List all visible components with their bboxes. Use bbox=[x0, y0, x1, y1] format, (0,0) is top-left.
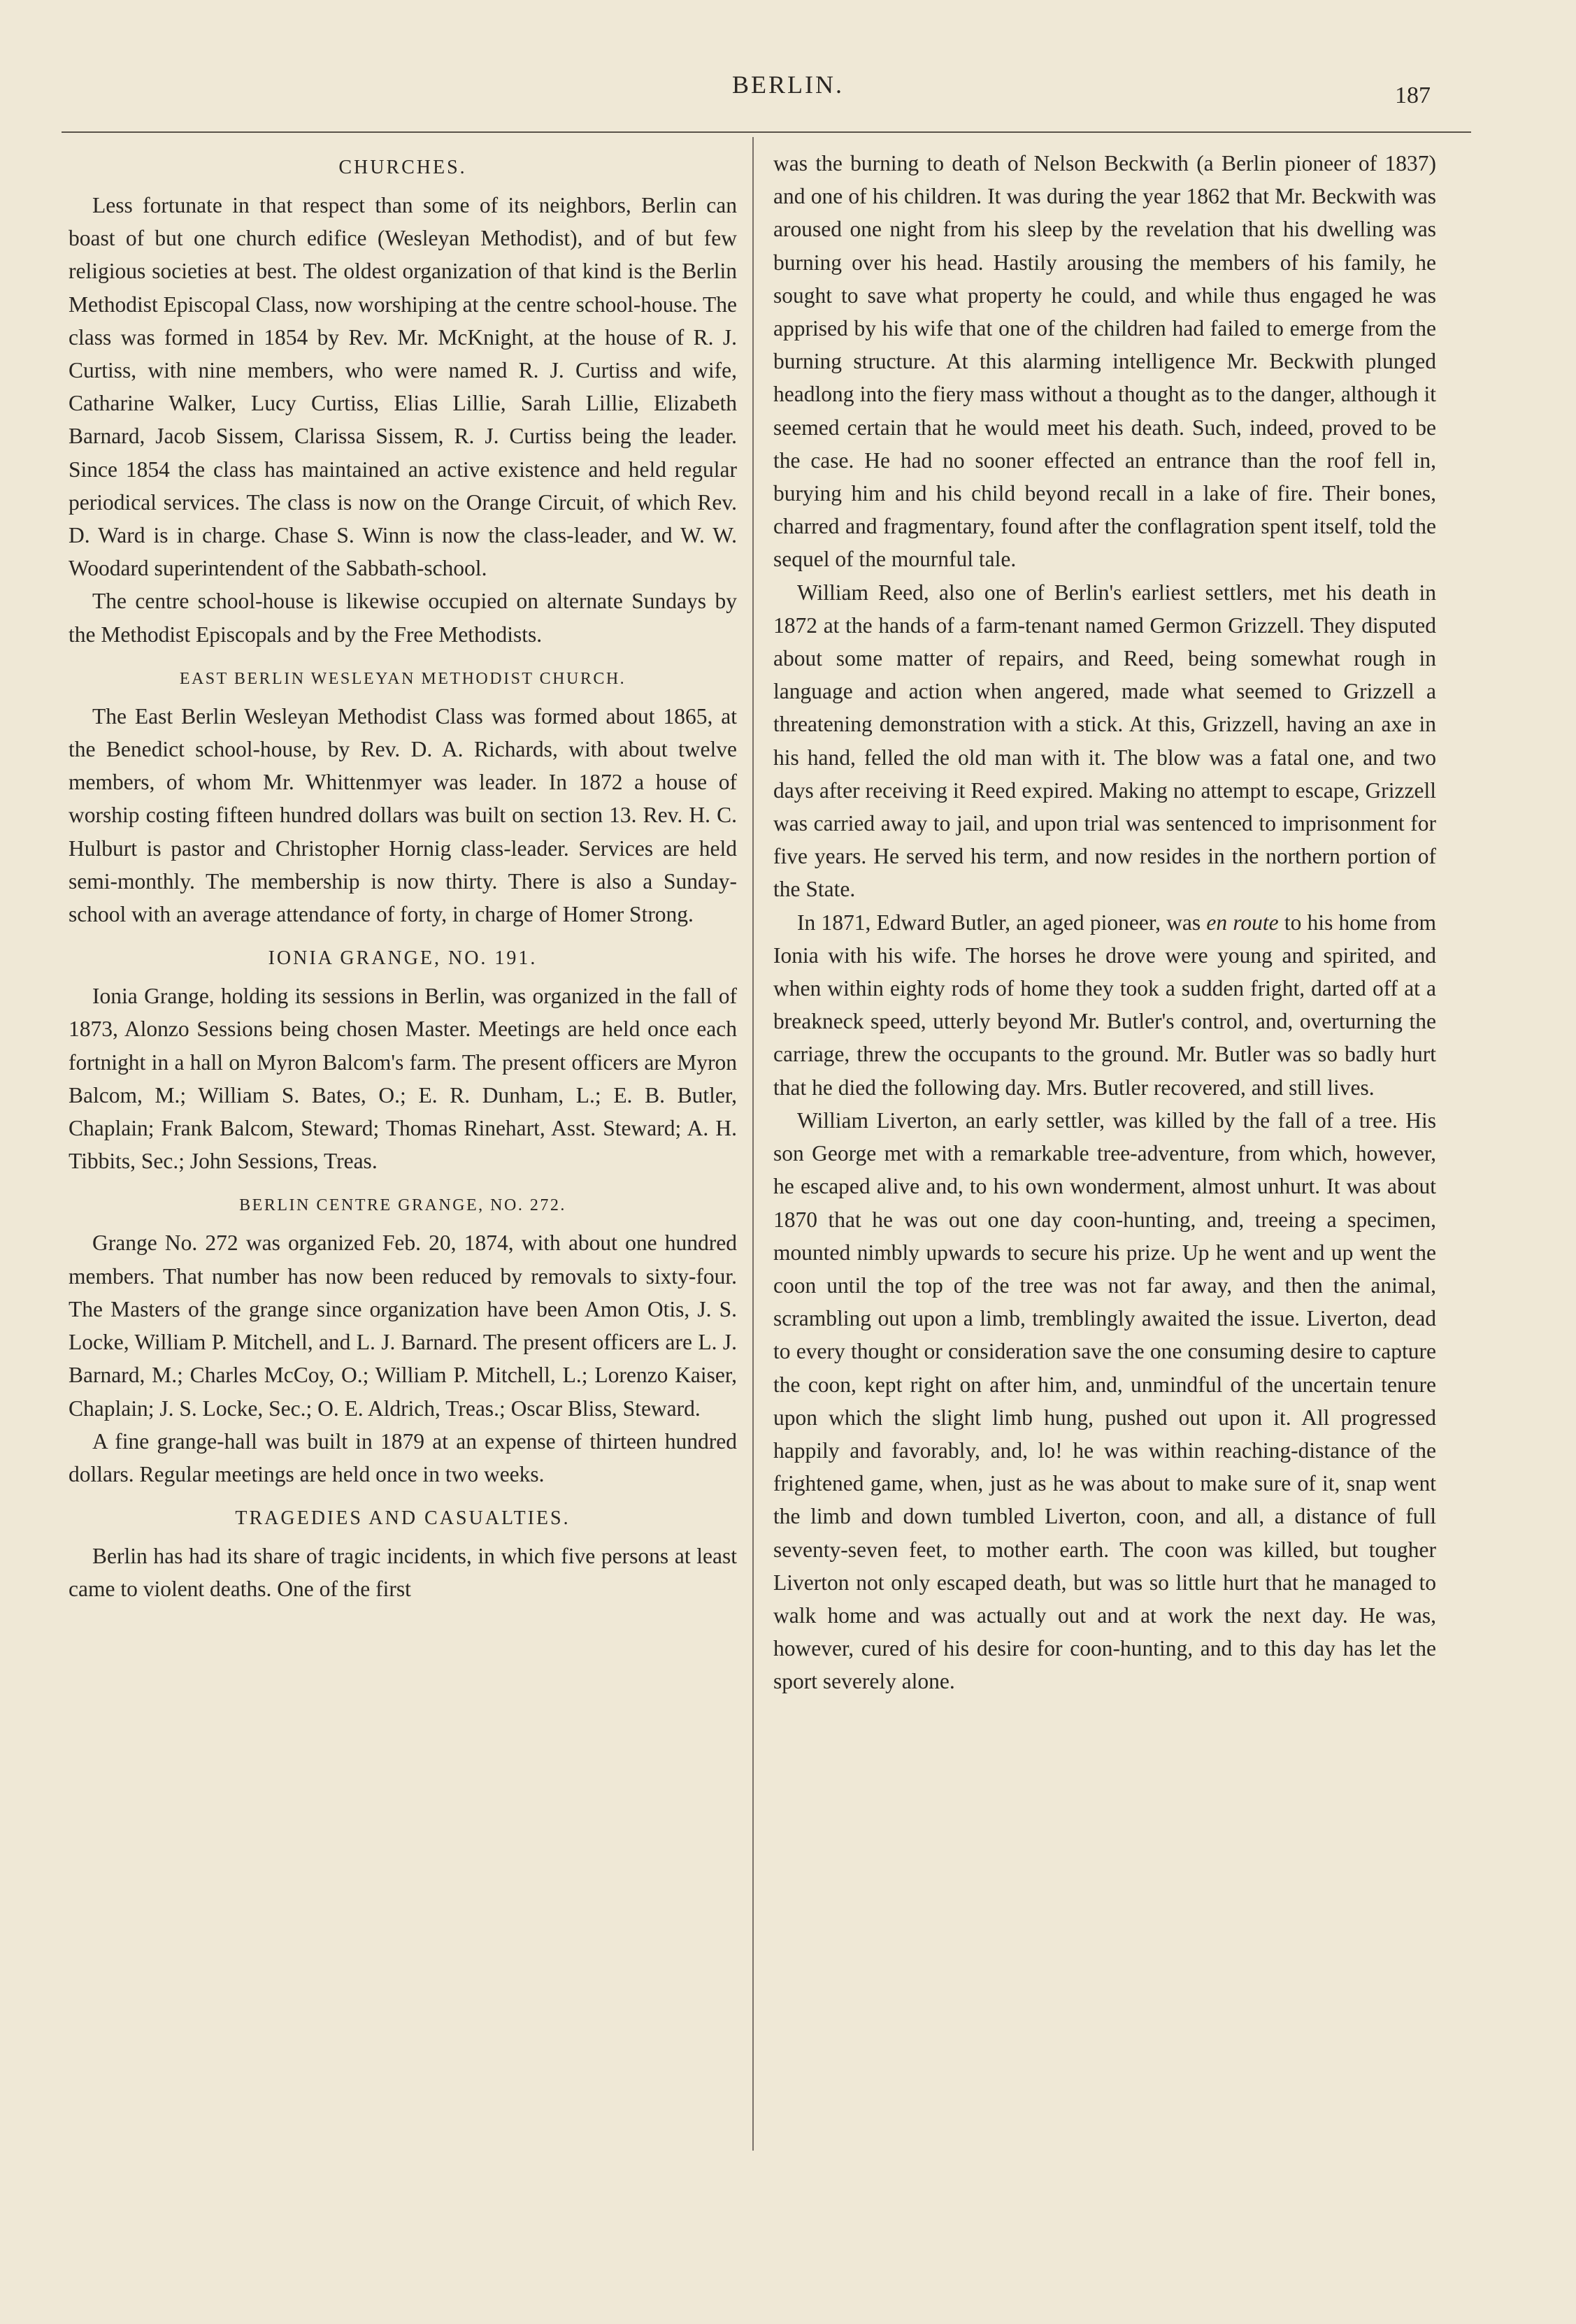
left-column bbox=[69, 147, 737, 1606]
header-rule bbox=[62, 131, 1471, 133]
section-heading-east-berlin: EAST BERLIN WESLEYAN METHODIST CHURCH. bbox=[179, 669, 626, 688]
butler-text-start: In 1871, Edward Butler, an aged pioneer, was bbox=[797, 910, 1207, 935]
paragraph-liverton: William Liverton, an early settler, was killed by the fall of a tree. His son George met with a remarkable tree-adventure, from which, however, he escaped alive and, to his own wonderment, almost unhurt. It was about 1870 that he was out one day coon-hunting, and, treeing a specimen, mounted nimbly upwards to secure his prize. Up he went and up went the coon until the top of the tree was not far away, and then the animal, scrambling out upon a limb, tremblingly awaited the issue. Liverton, dead to every thought or consideration save the one consuming desire to capture the coon, kept right on after him, and, unmindful of the uncertain tenure upon which the slight limb hung, pushed out upon it. All progressed happily and favorably, and, lo! he was within reaching-distance of the frightened game, when, just as he was about to make sure of it, snap went the limb and down tumbled Liverton, coon, and all, a distance of full seventy-seven feet, to mother earth. The coon was killed, but tougher Liverton not only escaped death, but was so little hurt that he managed to walk home and was actually out and at work the next day. He was, however, cured of his desire for coon-hunting, and to this day has let the sport severely alone. bbox=[773, 1107, 1436, 1694]
right-column bbox=[773, 147, 1436, 1698]
paragraph-berlin-centre-1: Grange No. 272 was organized Feb. 20, 1874, with about one hundred members. That number has now been reduced by removals to sixty-four. The Masters of the grange since organization have been Amon Otis, J. S. Locke, William P. Mitchell, and L. J. Barnard. The present officers are L. J. Barnard, M.; Charles McCoy, O.; William P. Mitchell, L.; Lorenzo Kaiser, Chaplain; J. S. Locke, Sec.; O. E. Aldrich, Treas.; Oscar Bliss, Steward. bbox=[69, 1231, 737, 1421]
paragraph-churches-1: Less fortunate in that respect than some of its neighbors, Berlin can boast of but one church edifice (Wesleyan Methodist), and of but few religious societies at best. The oldest organization of that kind is the Berlin Methodist Episcopal Class, now worshiping at the centre school-house. The class was formed in 1854 by Rev. Mr. McKnight, at the house of R. J. Curtiss, with nine members, who were named R. J. Curtiss and wife, Catharine Walker, Lucy Curtiss, Elias Lillie, Sarah Lillie, Elizabeth Barnard, Jacob Sissem, Clarissa Sissem, R. J. Curtiss being the leader. Since 1854 the class has maintained an active existence and held regular periodical services. The class is now on the Orange Circuit, of which Rev. D. Ward is in charge. Chase S. Winn is now the class-leader, and W. W. Woodard superintendent of the Sabbath-school. bbox=[69, 193, 737, 581]
butler-text-end: to his home from Ionia with his wife. The horses he drove were young and spirited, and when within eighty rods of home they took a sudden fright, darted off at a breakneck speed, utterly beyond Mr. Butler's control, and, overturning the carriage, threw the occupants to the ground. Mr. Butler was so badly hurt that he died the following day. Mrs. Butler recovered, and still lives. bbox=[773, 910, 1436, 1100]
paragraph-berlin-centre-2: A fine grange-hall was built in 1879 at an expense of thirteen hundred dollars. Regular meetings are held once in two weeks. bbox=[69, 1428, 737, 1486]
section-heading-ionia-grange: IONIA GRANGE, NO. 191. bbox=[268, 947, 538, 970]
butler-italic-phrase: en route bbox=[1206, 910, 1279, 935]
paragraph-ionia-grange-1: Ionia Grange, holding its sessions in Berlin, was organized in the fall of 1873, Alonzo Sessions being chosen Master. Meetings are held once each fortnight in a hall on Myron Balcom's farm. The present officers are Myron Balcom, M.; William S. Bates, O.; E. R. Dunham, L.; E. B. Butler, Chaplain; Frank Balcom, Steward; Thomas Rinehart, Asst. Steward; A. H. Tibbits, Sec.; John Sessions, Treas. bbox=[69, 984, 737, 1174]
paragraph-churches-2: The centre school-house is likewise occupied on alternate Sundays by the Methodist Episcopals and by the Free Methodists. bbox=[69, 589, 737, 647]
paragraph-butler bbox=[773, 906, 1436, 1104]
paragraph-east-berlin-1: The East Berlin Wesleyan Methodist Class was formed about 1865, at the Benedict school-house, by Rev. D. A. Richards, with about twelve members, of whom Mr. Whittenmyer was leader. In 1872 a house of worship costing fifteen hundred dollars was built on section 13. Rev. H. C. Hulburt is pastor and Christopher Hornig class-leader. Services are held semi-monthly. The membership is now thirty. There is also a Sunday-school with an average attendance of forty, in charge of Homer Strong. bbox=[69, 703, 737, 927]
section-heading-tragedies: TRAGEDIES AND CASUALTIES. bbox=[235, 1507, 571, 1530]
paragraph-reed: William Reed, also one of Berlin's earliest settlers, met his death in 1872 at the hands of a farm-tenant named Germon Grizzell. They disputed about some matter of repairs, and Reed, being somewhat rough in language and action when angered, made what seemed to Grizzell a threatening demonstration with a stick. At this, Grizzell, having an axe in his hand, felled the old man with it. The blow was a fatal one, and two days after receiving it Reed expired. Making no attempt to escape, Grizzell was carried away to jail, and upon trial was sentenced to imprisonment for five years. He served his term, and now resides in the northern portion of the State. bbox=[773, 580, 1436, 902]
paragraph-beckwith: was the burning to death of Nelson Beckwith (a Berlin pioneer of 1837) and one of his children. It was during the year 1862 that Mr. Beckwith was aroused one night from his sleep by the revelation that his dwelling was burning over his head. Hastily arousing the members of his family, he sought to save what property he could, and while thus engaged he was apprised by his wife that one of the children had failed to emerge from the burning structure. At this alarming intelligence Mr. Beckwith plunged headlong into the fiery mass without a thought as to the danger, although it seemed certain that he would meet his death. Such, indeed, proved to be the case. He had no sooner effected an entrance than the roof fell in, burying him and his child beyond recall in a lake of fire. Their bones, charred and fragmentary, found after the conflagration spent itself, told the sequel of the mournful tale. bbox=[773, 151, 1436, 572]
paragraph-tragedies-1: Berlin has had its share of tragic incidents, in which five persons at least came to violent deaths. One of the first bbox=[69, 1544, 737, 1602]
page-number: 187 bbox=[1395, 83, 1431, 108]
section-heading-berlin-centre-grange: BERLIN CENTRE GRANGE, NO. 272. bbox=[239, 1196, 566, 1215]
column-divider bbox=[752, 137, 754, 2151]
section-heading-churches: CHURCHES. bbox=[338, 157, 467, 178]
running-title: BERLIN. bbox=[732, 71, 844, 99]
